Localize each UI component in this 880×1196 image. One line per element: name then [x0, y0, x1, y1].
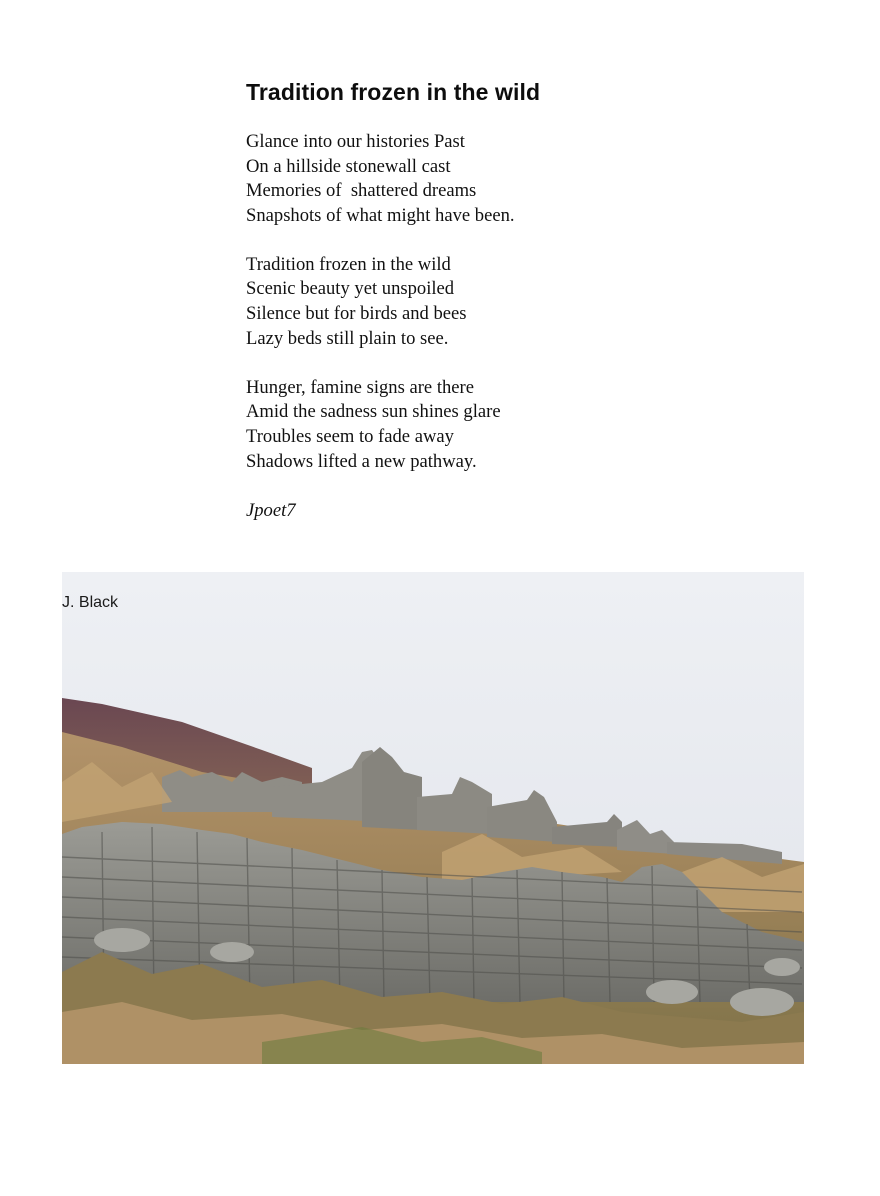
poem-line: Shadows lifted a new pathway.	[246, 450, 477, 472]
poem	[246, 76, 806, 523]
poem-line: On a hillside stonewall cast	[246, 155, 451, 177]
poem-line: Silence but for birds and bees	[246, 303, 467, 325]
stone-ruins-image	[62, 572, 804, 1064]
stanza-2	[246, 253, 806, 351]
poem-line: Amid the sadness sun shines glare	[246, 401, 501, 423]
poem-line: Lazy beds still plain to see.	[246, 327, 449, 349]
stanza-3	[246, 376, 806, 474]
poem-line: Scenic beauty yet unspoiled	[246, 278, 455, 300]
stanza-1	[246, 130, 806, 228]
landscape-photo	[62, 572, 804, 1064]
poem-author: Jpoet7	[246, 499, 296, 521]
photo-credit: J. Black	[62, 594, 119, 611]
poem-line: Memories of shattered dreams	[246, 180, 477, 202]
poem-line: Tradition frozen in the wild	[246, 253, 451, 275]
poem-title: Tradition frozen in the wild	[246, 79, 541, 105]
poem-line: Troubles seem to fade away	[246, 425, 454, 447]
poem-line: Hunger, famine signs are there	[246, 376, 474, 398]
poem-line: Snapshots of what might have been.	[246, 204, 515, 226]
poem-line: Glance into our histories Past	[246, 131, 465, 152]
